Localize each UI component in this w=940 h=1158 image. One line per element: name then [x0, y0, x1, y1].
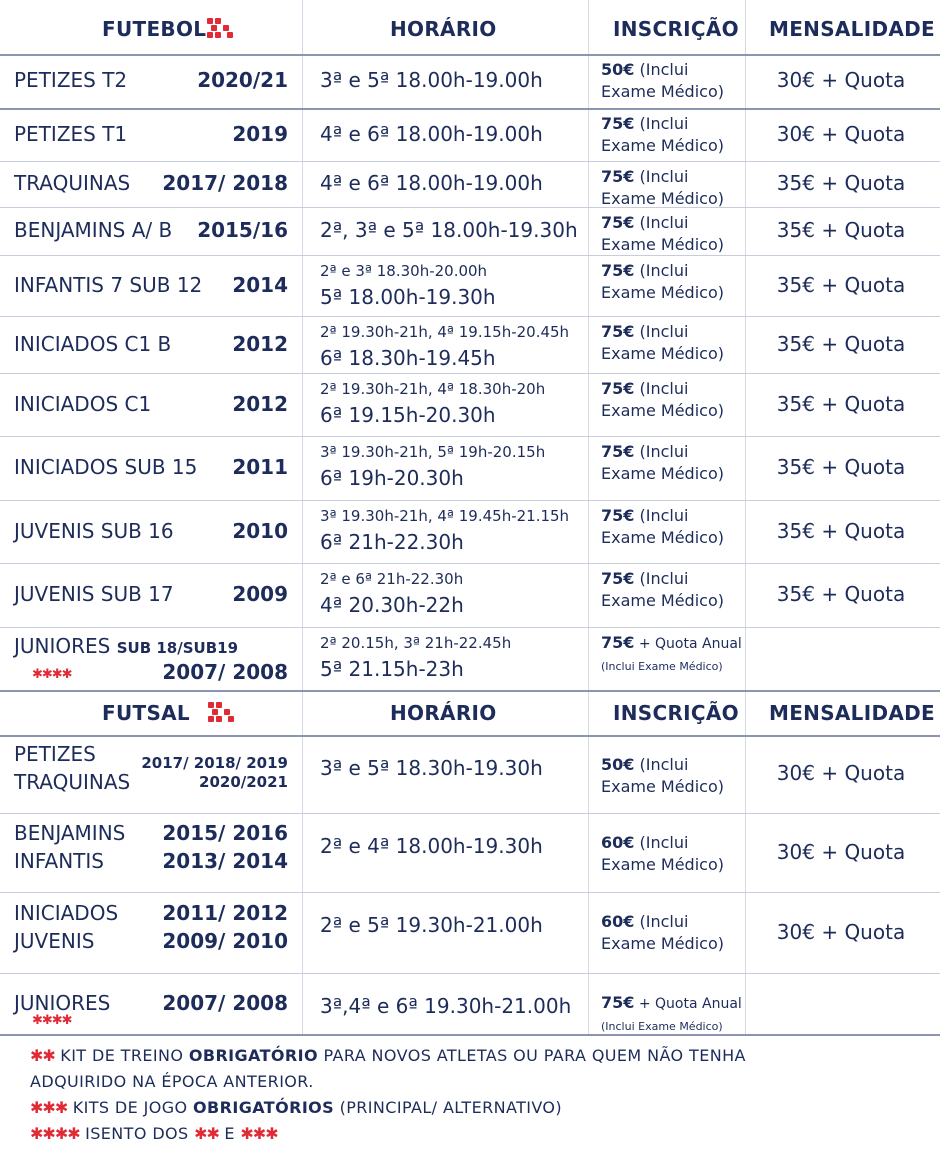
- fee-amount: 60€: [601, 912, 635, 931]
- team-name: PETIZES T1: [14, 121, 128, 146]
- fee-amount: 75€: [601, 213, 635, 232]
- schedule-line: 2ª 19.30h-21h, 4ª 18.30h-20h: [320, 380, 546, 398]
- team-name: BENJAMINS A/ B: [14, 218, 173, 242]
- monthly-fee: 35€ + Quota: [776, 171, 906, 195]
- team-name: TRAQUINAS: [14, 171, 131, 195]
- birth-year-line: 2017/ 2018/ 2019: [141, 754, 288, 772]
- team-name: JUNIORES: [14, 990, 111, 1015]
- birth-year: 2011: [232, 455, 288, 479]
- team-name: JUVENIS SUB 16: [14, 518, 174, 543]
- note-text: PARA NOVOS ATLETAS OU PARA QUEM NÃO TENHA: [318, 1046, 746, 1065]
- monthly-fee: 35€ + Quota: [776, 218, 906, 242]
- schedule-line: 6ª 19h-20.30h: [320, 466, 464, 490]
- team-name: INICIADOS C1 B: [14, 331, 172, 356]
- fee-amount: 75€: [601, 379, 635, 398]
- schedule-line: 2ª 20.15h, 3ª 21h-22.45h: [320, 634, 512, 652]
- birth-year: 2017/ 2018: [162, 171, 288, 195]
- team-name: INICIADOS C1: [14, 391, 152, 416]
- monthly-fee: 30€ + Quota: [776, 121, 906, 146]
- schedule-line: 4ª e 6ª 18.00h-19.00h: [320, 171, 543, 195]
- schedule-line: 2ª e 4ª 18.00h-19.30h: [320, 834, 543, 858]
- fee-note: Exame Médico): [601, 776, 724, 796]
- registration-fee: [601, 568, 724, 611]
- schedule-line: 2ª e 5ª 19.30h-21.00h: [320, 913, 543, 937]
- header-divider: [0, 735, 940, 737]
- registration-fee: [601, 113, 724, 156]
- birth-year: [141, 754, 288, 792]
- section-divider: [0, 690, 940, 692]
- schedule-line: 2ª 19.30h-21h, 4ª 19.15h-20.45h: [320, 323, 570, 341]
- fee-note: (Inclui: [634, 322, 689, 341]
- monthly-fee: 35€ + Quota: [776, 582, 906, 606]
- fee-amount: 75€: [601, 506, 635, 525]
- fee-amount: 75€: [601, 114, 635, 133]
- schedule-line: 2ª, 3ª e 5ª 18.00h-19.30h: [320, 218, 578, 242]
- mensalidade-header: MENSALIDADE: [769, 17, 936, 41]
- row-divider: [0, 813, 940, 814]
- row-divider: [0, 108, 940, 110]
- team-name: [14, 635, 238, 658]
- note-text: KITS DE JOGO: [67, 1098, 194, 1117]
- fee-amount: 75€: [601, 322, 635, 341]
- row-divider: [0, 373, 940, 374]
- column-divider: [745, 0, 746, 1034]
- registration-fee: [601, 992, 742, 1035]
- fee-note: Exame Médico): [601, 933, 724, 953]
- schedule-line: 3ª 19.30h-21h, 4ª 19.45h-21.15h: [320, 507, 570, 525]
- fee-note: Exame Médico): [601, 234, 724, 254]
- row-divider: [0, 973, 940, 974]
- fee-note: (Inclui: [634, 833, 689, 852]
- note-text: ISENTO DOS: [79, 1124, 195, 1143]
- registration-fee: [601, 505, 724, 548]
- fee-amount: 75€: [601, 167, 635, 186]
- team-name: JUVENIS: [14, 928, 95, 953]
- horario-header: HORÁRIO: [390, 701, 497, 725]
- monthly-fee: 30€ + Quota: [776, 68, 906, 92]
- birth-year-line: 2020/2021: [199, 772, 288, 791]
- birth-year: 2007/ 2008: [162, 660, 288, 684]
- schedule-line: 4ª e 6ª 18.00h-19.00h: [320, 121, 543, 146]
- fee-note: Exame Médico): [601, 343, 724, 363]
- row-divider: [0, 161, 940, 162]
- fee-note: (Inclui: [634, 213, 689, 232]
- fee-note: + Quota Anual: [634, 636, 742, 652]
- footnote-training-kit: [30, 1046, 746, 1065]
- inscricao-header: INSCRIÇÃO: [613, 701, 739, 725]
- footnote-exemption: [30, 1124, 278, 1143]
- team-name: PETIZES: [14, 742, 96, 766]
- fee-note: + Quota Anual: [634, 996, 742, 1012]
- birth-year: 2012: [232, 331, 288, 356]
- fee-note: Exame Médico): [601, 527, 724, 547]
- fee-note: (Inclui: [634, 569, 689, 588]
- kit-grid-icon: [208, 702, 236, 724]
- fee-note: Exame Médico): [601, 590, 724, 610]
- team-name: TRAQUINAS: [14, 770, 131, 794]
- row-divider: [0, 207, 940, 208]
- row-divider: [0, 563, 940, 564]
- schedule-line: 5ª 21.15h-23h: [320, 657, 464, 681]
- asterisk-mark: ✱✱✱: [30, 1098, 68, 1117]
- fee-note: (Inclui: [634, 442, 689, 461]
- asterisk-mark: ✱✱: [194, 1124, 219, 1143]
- birth-year: 2010: [232, 518, 288, 543]
- registration-fee: [601, 441, 724, 484]
- fee-note: Exame Médico): [601, 400, 724, 420]
- birth-year: 2012: [232, 391, 288, 416]
- registration-fee: [601, 166, 724, 209]
- registration-fee: [601, 632, 742, 675]
- team-name: INICIADOS SUB 15: [14, 455, 198, 479]
- futebol-title: FUTEBOL: [102, 17, 207, 41]
- fee-note: (Inclui: [634, 167, 689, 186]
- fee-note: (Inclui: [634, 114, 689, 133]
- birth-year: 2014: [232, 272, 288, 297]
- monthly-fee: 35€ + Quota: [776, 272, 906, 297]
- asterisk-mark: ✱✱✱: [240, 1124, 278, 1143]
- birth-year: 2020/21: [197, 68, 288, 92]
- schedule-line: 2ª e 6ª 21h-22.30h: [320, 570, 464, 588]
- monthly-fee: 30€ + Quota: [776, 919, 906, 944]
- fee-note: (Inclui: [634, 506, 689, 525]
- monthly-fee: 30€ + Quota: [776, 761, 906, 785]
- fee-note: Exame Médico): [601, 282, 724, 302]
- row-divider: [0, 500, 940, 501]
- fee-note: (Inclui Exame Médico): [601, 659, 723, 673]
- monthly-fee: 35€ + Quota: [776, 455, 906, 479]
- registration-fee: [601, 832, 724, 875]
- fee-amount: 50€: [601, 755, 635, 774]
- schedule-line: 2ª e 3ª 18.30h-20.00h: [320, 262, 488, 280]
- schedule-line: 3ª,4ª e 6ª 19.30h-21.00h: [320, 994, 572, 1018]
- schedule-line: 3ª 19.30h-21h, 5ª 19h-20.15h: [320, 443, 546, 461]
- registration-fee: [601, 321, 724, 364]
- registration-fee: [601, 260, 724, 303]
- row-divider: [0, 627, 940, 628]
- schedule-line: 3ª e 5ª 18.30h-19.30h: [320, 756, 543, 780]
- note-emphasis: OBRIGATÓRIO: [188, 1046, 318, 1065]
- kit-grid-icon: [207, 18, 235, 40]
- horario-header: HORÁRIO: [390, 17, 497, 41]
- row-divider: [0, 316, 940, 317]
- schedule-line: 6ª 19.15h-20.30h: [320, 403, 496, 427]
- birth-year: 2015/ 2016: [162, 820, 288, 845]
- fee-note: Exame Médico): [601, 188, 724, 208]
- birth-year: 2019: [232, 121, 288, 146]
- fee-amount: 75€: [601, 442, 635, 461]
- header-divider: [0, 54, 940, 56]
- fee-note: Exame Médico): [601, 854, 724, 874]
- birth-year: 2013/ 2014: [162, 848, 288, 873]
- fee-note: (Inclui: [634, 755, 689, 774]
- birth-year: 2009: [232, 582, 288, 606]
- footnote-game-kits: [30, 1098, 562, 1117]
- asterisk-mark: ✱✱✱✱: [32, 1012, 72, 1028]
- fee-note: (Inclui Exame Médico): [601, 1019, 723, 1033]
- fee-note: (Inclui: [634, 60, 689, 79]
- column-divider: [588, 0, 589, 1034]
- row-divider: [0, 436, 940, 437]
- registration-fee: [601, 212, 724, 255]
- fee-note: (Inclui: [634, 261, 689, 280]
- fee-note: Exame Médico): [601, 81, 724, 101]
- asterisk-mark: ✱✱✱✱: [30, 1124, 80, 1143]
- monthly-fee: 30€ + Quota: [776, 839, 906, 864]
- team-name-text: JUNIORES: [14, 634, 111, 658]
- team-name: BENJAMINS: [14, 820, 126, 845]
- fee-amount: 75€: [601, 633, 635, 652]
- table-bottom-divider: [0, 1034, 940, 1036]
- registration-fee: [601, 378, 724, 421]
- row-divider: [0, 892, 940, 893]
- monthly-fee: 35€ + Quota: [776, 331, 906, 356]
- note-text: (PRINCIPAL/ ALTERNATIVO): [334, 1098, 563, 1117]
- registration-fee: [601, 59, 724, 102]
- schedule-line: 6ª 21h-22.30h: [320, 530, 464, 554]
- team-subname: SUB 18/SUB19: [116, 639, 239, 657]
- fee-amount: 60€: [601, 833, 635, 852]
- note-emphasis: OBRIGATÓRIOS: [193, 1098, 335, 1117]
- birth-year: 2011/ 2012: [162, 900, 288, 925]
- birth-year: 2009/ 2010: [162, 928, 288, 953]
- team-name: INFANTIS: [14, 848, 104, 873]
- monthly-fee: 35€ + Quota: [776, 518, 906, 543]
- registration-fee: [601, 911, 724, 954]
- team-name: JUVENIS SUB 17: [14, 582, 174, 606]
- fee-amount: 75€: [601, 569, 635, 588]
- team-name: PETIZES T2: [14, 68, 128, 92]
- fee-amount: 75€: [601, 993, 635, 1012]
- schedule-line: 3ª e 5ª 18.00h-19.00h: [320, 68, 543, 92]
- asterisk-mark: ✱✱: [30, 1046, 55, 1065]
- inscricao-header: INSCRIÇÃO: [613, 17, 739, 41]
- fee-note: (Inclui: [634, 379, 689, 398]
- row-divider: [0, 255, 940, 256]
- birth-year: 2007/ 2008: [162, 990, 288, 1015]
- mensalidade-header: MENSALIDADE: [769, 701, 936, 725]
- monthly-fee: 35€ + Quota: [776, 391, 906, 416]
- schedule-line: 5ª 18.00h-19.30h: [320, 285, 496, 309]
- fee-note: Exame Médico): [601, 135, 724, 155]
- team-name: INFANTIS 7 SUB 12: [14, 272, 203, 297]
- schedule-line: 4ª 20.30h-22h: [320, 593, 464, 617]
- birth-year: 2015/16: [197, 218, 288, 242]
- note-text: E: [218, 1124, 241, 1143]
- registration-fee: [601, 754, 724, 797]
- fee-amount: 50€: [601, 60, 635, 79]
- column-divider: [302, 0, 303, 1034]
- footnote-training-kit-line2: ADQUIRIDO NA ÉPOCA ANTERIOR.: [30, 1072, 314, 1091]
- fee-amount: 75€: [601, 261, 635, 280]
- note-text: KIT DE TREINO: [54, 1046, 189, 1065]
- asterisk-mark: ✱✱✱✱: [32, 667, 72, 682]
- fee-note: (Inclui: [634, 912, 689, 931]
- team-name: INICIADOS: [14, 900, 119, 925]
- schedule-line: 6ª 18.30h-19.45h: [320, 346, 496, 370]
- futsal-title: FUTSAL: [102, 701, 190, 725]
- fee-note: Exame Médico): [601, 463, 724, 483]
